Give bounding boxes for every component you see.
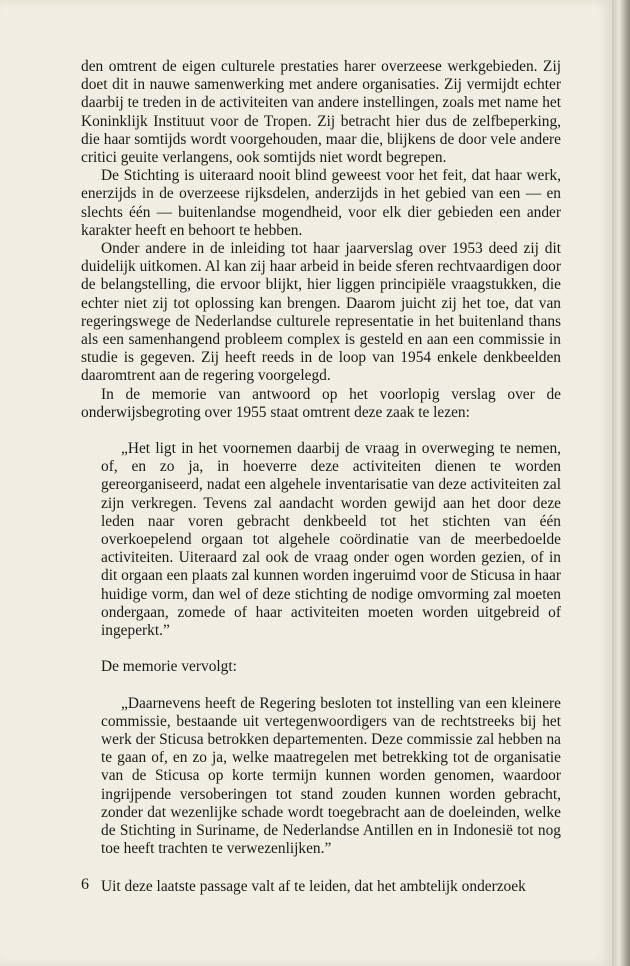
paragraph: den omtrent de eigen culturele prestaties harer overzeese werkgebieden. Zij doet dit in nauwe samenwerking met andere organisaties. Zij vermijdt echter daarbij te treden in de activiteiten van andere instellingen, zoals met name het Koninklijk Instituut voor de Tropen. Zij betracht hier dus de zelfbeperking, die haar somtijds wordt voorgehouden, maar die, blijkens de door vele andere critici geuite verlangens, ook somtijds niet wordt begrepen. xyxy=(81,58,561,167)
paragraph: Onder andere in de inleiding tot haar jaarverslag over 1953 deed zij dit duidelijk uitkomen. Al kan zij haar arbeid in beide sferen rechtvaardigen door de belangstelling, die ervoor blijkt, hier liggen principiële vraagstukken, die echter niet zij tot oplossing kan brengen. Daarom juicht zij het toe, dat van regeringswege de Nederlandse culturele representatie in het buitenland thans als een samenhangend probleem complex is gesteld en aan een commissie in studie is gegeven. Zij heeft reeds in de loop van 1954 enkele denkbeelden daaromtrent aan de regering voorgelegd. xyxy=(81,240,561,385)
block-quote: „Het ligt in het voornemen daarbij de vraag in overweging te nemen, of, en zo ja, in hoeverre deze activiteiten dienen te worden gereorganiseerd, nadat een algehele inventarisatie van deze activiteiten zal zijn verkregen. Tevens zal aandacht worden gewijd aan het door deze leden naar voren gebracht denkbeeld tot het stichten van één overkoepelend orgaan tot algehele coördinatie van de meerbedoelde activiteiten. Uiteraard zal ook de vraag onder ogen worden gezien, of in dit orgaan een plaats zal kunnen worden ingeruimd voor de Sticusa in haar huidige vorm, dan wel of deze stichting de nodige omvorming zal moeten ondergaan, zomede of haar activiteiten moeten worden uitgebreid of ingeperkt.” xyxy=(101,440,561,640)
paragraph: De Stichting is uiteraard nooit blind geweest voor het feit, dat haar werk, enerzijds in de overzeese rijksdelen, anderzijds in het gebied van een — en slechts één — buitenlandse mogendheid, voor elk dier gebieden een ander karakter heeft en behoort te hebben. xyxy=(81,167,561,239)
paragraph: Uit deze laatste passage valt af te leiden, dat het ambtelijk onderzoek xyxy=(101,878,526,896)
book-spine xyxy=(612,0,630,966)
page-number: 6 xyxy=(81,876,89,893)
paragraph: In de memorie van antwoord op het voorlopig verslag over de onderwijsbegroting over 1955 staat omtrent deze zaak te lezen: xyxy=(81,385,561,421)
paragraph: De memorie vervolgt: xyxy=(101,658,237,676)
page-body xyxy=(81,58,561,897)
block-quote: „Daarnevens heeft de Regering besloten tot instelling van een kleinere commissie, bestaande uit vertegenwoordigers van de rechtstreeks bij het werk der Sticusa betrokken departementen. Deze commissie zal hebben na te gaan of, en zo ja, welke maatregelen met betrekking tot de organisatie van de Sticusa op korte termijn kunnen worden genomen, waardoor ingrijpende versoberingen tot stand zouden kunnen worden gebracht, zonder dat wezenlijke schade wordt toegebracht aan de doeleinden, welke de Stichting in Suriname, de Nederlandse Antillen en in Indonesië tot nog toe heeft trachten te verwezenlijken.” xyxy=(101,694,561,858)
